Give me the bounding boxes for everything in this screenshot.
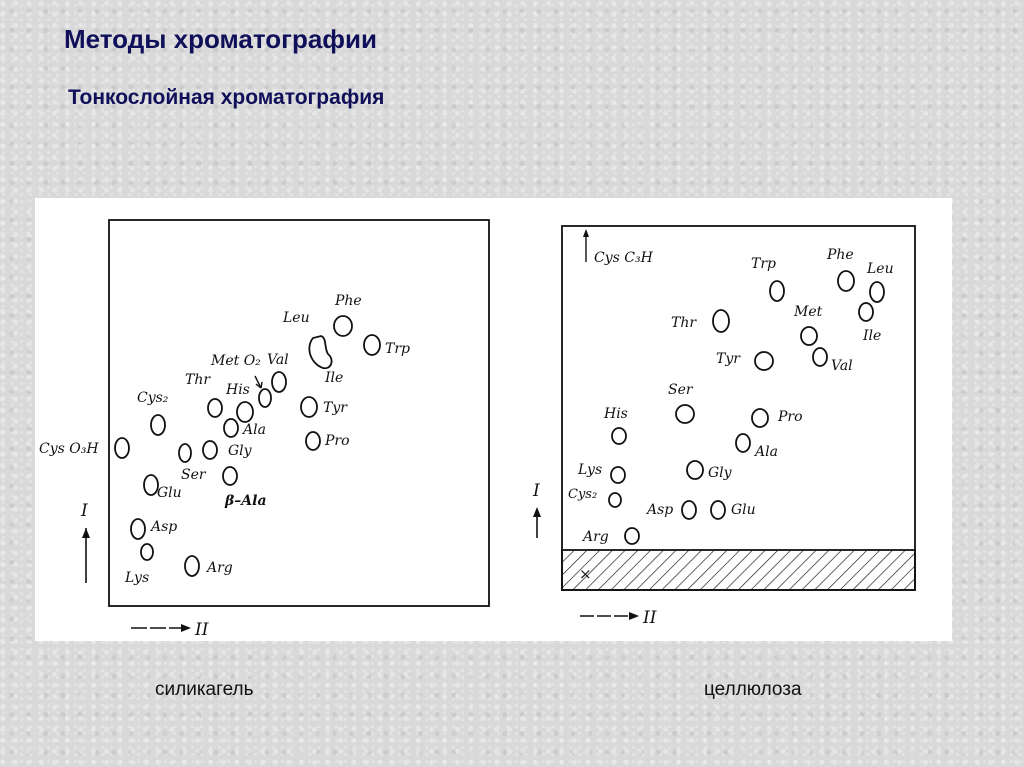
spot-cys2 — [151, 415, 165, 435]
axis-i-label-right: I — [533, 481, 540, 501]
label-phe: Phe — [335, 293, 362, 309]
silica-gel-chromatogram — [39, 220, 489, 640]
caption-silica-gel: силикагель — [155, 679, 254, 700]
label-ile-r: Ile — [863, 328, 882, 344]
label-bala: β–Ala — [225, 493, 267, 509]
axis-ii-label-left: II — [195, 620, 209, 640]
axis-i-label-left: I — [81, 501, 88, 521]
label-ala-r: Ala — [755, 444, 778, 460]
label-met: Met O₂ — [211, 353, 261, 369]
spot-glu-r — [711, 501, 725, 519]
origin-mark: × — [579, 565, 592, 583]
label-cys2: Cys₂ — [137, 390, 169, 406]
spot-val — [272, 372, 286, 392]
spot-met — [259, 389, 271, 407]
spot-bala — [223, 467, 237, 485]
spot-ser-r — [676, 405, 694, 423]
label-tyr-r: Tyr — [716, 351, 740, 367]
cellulose-chromatogram — [532, 226, 915, 628]
spot-met-r — [801, 327, 817, 345]
chromatogram-figure — [35, 198, 952, 641]
label-asp-r: Asp — [647, 502, 674, 518]
caption-cellulose: целлюлоза — [704, 679, 802, 700]
label-val-r: Val — [831, 358, 853, 374]
spot-ala — [224, 419, 238, 437]
spot-ile-r — [859, 303, 873, 321]
spot-gly-r — [687, 461, 703, 479]
label-leu-r: Leu — [867, 261, 894, 277]
spot-arg-r — [625, 528, 639, 544]
label-thr-r: Thr — [671, 315, 697, 331]
label-gly: Gly — [228, 443, 252, 459]
spot-lys — [141, 544, 153, 560]
label-trp-r: Trp — [751, 256, 776, 272]
axis-ii-label-right: II — [643, 608, 657, 628]
label-glu: Glu — [157, 485, 182, 501]
label-cys: Cys O₃H — [39, 441, 99, 457]
spot-tyr-r — [755, 352, 773, 370]
label-tyr: Tyr — [323, 400, 347, 416]
figure-panel — [35, 198, 952, 641]
spot-arg — [185, 556, 199, 576]
spot-ala-r — [736, 434, 750, 452]
label-cys-r: Cys C₃H — [594, 250, 653, 266]
spot-phe — [334, 316, 352, 336]
spot-pro — [306, 432, 320, 450]
label-pro: Pro — [325, 433, 350, 449]
spot-ile — [301, 397, 317, 417]
spot-asp-r — [682, 501, 696, 519]
spot-trp — [364, 335, 380, 355]
spot-his — [237, 402, 253, 422]
spot-leu-r — [870, 282, 884, 302]
label-lys-r: Lys — [578, 462, 603, 478]
spot-cys2-r — [609, 493, 621, 507]
label-val: Val — [267, 352, 289, 368]
spot-his-r — [612, 428, 626, 444]
spot-leu — [309, 336, 331, 368]
label-arg: Arg — [207, 560, 233, 576]
spot-trp-r — [770, 281, 784, 301]
spot-asp — [131, 519, 145, 539]
label-trp: Trp — [385, 341, 410, 357]
label-asp: Asp — [151, 519, 178, 535]
label-met-r: Met — [794, 304, 823, 320]
label-lys: Lys — [125, 570, 150, 586]
label-his-r: His — [604, 406, 628, 422]
spot-phe-r — [838, 271, 854, 291]
spot-lys-r — [611, 467, 625, 483]
spot-val-r — [813, 348, 827, 366]
spot-cys — [115, 438, 129, 458]
slide-title: Методы хроматографии — [64, 24, 378, 54]
label-gly-r: Gly — [708, 465, 732, 481]
label-arg-r: Arg — [583, 529, 609, 545]
plate-border-left — [109, 220, 489, 606]
label-phe-r: Phe — [827, 247, 854, 263]
spot-pro-r — [752, 409, 768, 427]
spot-thr-r — [713, 310, 729, 332]
label-ser-r: Ser — [668, 382, 693, 398]
origin-zone — [562, 550, 915, 590]
spot-thr — [208, 399, 222, 417]
spot-ser — [203, 441, 217, 459]
label-ala: Ala — [243, 422, 266, 438]
label-leu: Leu — [283, 310, 310, 326]
label-glu-r: Glu — [731, 502, 756, 518]
label-ile: Ile — [325, 370, 344, 386]
slide-subtitle: Тонкослойная хроматография — [68, 86, 385, 109]
label-cys2-r: Cys₂ — [568, 487, 598, 502]
label-pro-r: Pro — [778, 409, 803, 425]
label-ser: Ser — [181, 467, 206, 483]
spot-glu — [144, 475, 158, 495]
label-his: His — [226, 382, 250, 398]
spot-gly — [179, 444, 191, 462]
label-thr: Thr — [185, 372, 211, 388]
